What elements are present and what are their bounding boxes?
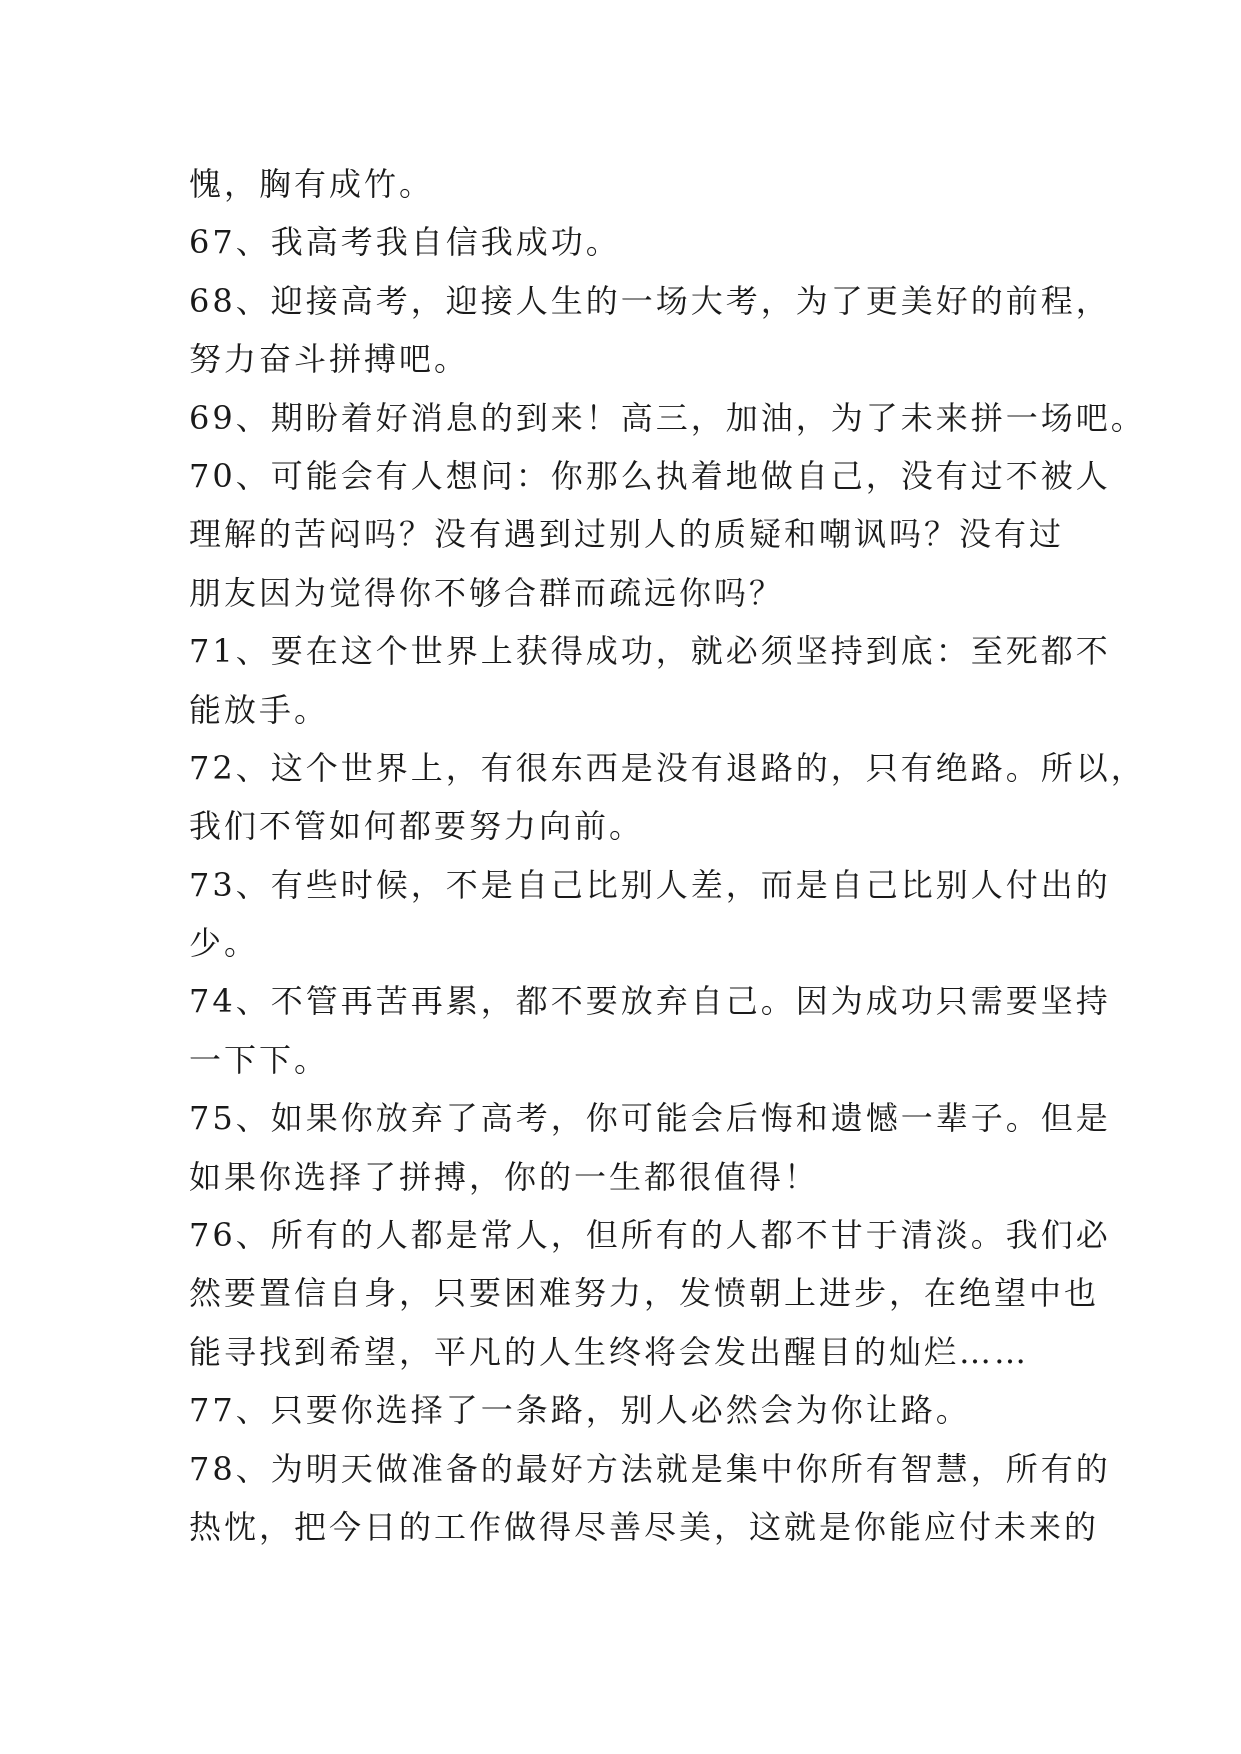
- text-line: 71、要在这个世界上获得成功，就必须坚持到底：至死都不: [189, 632, 1111, 671]
- text-line: 如果你选择了拼搏，你的一生都很值得！: [189, 1157, 820, 1196]
- text-line: 然要置信自身，只要困难努力，发愤朝上进步，在绝望中也: [189, 1274, 1100, 1313]
- text-line: 我们不管如何都要努力向前。: [189, 807, 645, 846]
- text-line: 75、如果你放弃了高考，你可能会后悔和遗憾一辈子。但是: [189, 1099, 1111, 1138]
- text-line: 69、期盼着好消息的到来！高三，加油，为了未来拼一场吧。: [189, 398, 1146, 437]
- text-line: 72、这个世界上，有很东西是没有退路的，只有绝路。所以，: [189, 748, 1146, 787]
- text-line: 努力奋斗拼搏吧。: [189, 340, 470, 379]
- text-line: 76、所有的人都是常人，但所有的人都不甘于清淡。我们必: [189, 1216, 1111, 1255]
- text-line: 68、迎接高考，迎接人生的一场大考，为了更美好的前程，: [189, 281, 1111, 320]
- text-line: 77、只要你选择了一条路，别人必然会为你让路。: [189, 1391, 971, 1430]
- text-line: 70、可能会有人想问：你那么执着地做自己，没有过不被人: [189, 456, 1111, 495]
- text-line: 78、为明天做准备的最好方法就是集中你所有智慧，所有的: [189, 1449, 1111, 1488]
- text-line: 74、不管再苦再累，都不要放弃自己。因为成功只需要坚持: [189, 982, 1111, 1021]
- text-line: 73、有些时候，不是自己比别人差，而是自己比别人付出的: [189, 865, 1111, 904]
- text-line: 67、我高考我自信我成功。: [189, 223, 621, 262]
- text-line: 少。: [189, 924, 260, 963]
- text-line: 愧，胸有成竹。: [189, 165, 435, 203]
- text-line: 理解的苦闷吗？没有遇到过别人的质疑和嘲讽吗？没有过: [189, 515, 1065, 554]
- text-line: 能放手。: [189, 690, 330, 729]
- text-line: 一下下。: [189, 1040, 330, 1079]
- text-line: 能寻找到希望，平凡的人生终将会发出醒目的灿烂……: [189, 1332, 1030, 1371]
- text-line: 热忱，把今日的工作做得尽善尽美，这就是你能应付未来的: [189, 1507, 1100, 1546]
- text-line: 朋友因为觉得你不够合群而疏远你吗？: [189, 573, 785, 612]
- document-body: [189, 155, 1146, 1556]
